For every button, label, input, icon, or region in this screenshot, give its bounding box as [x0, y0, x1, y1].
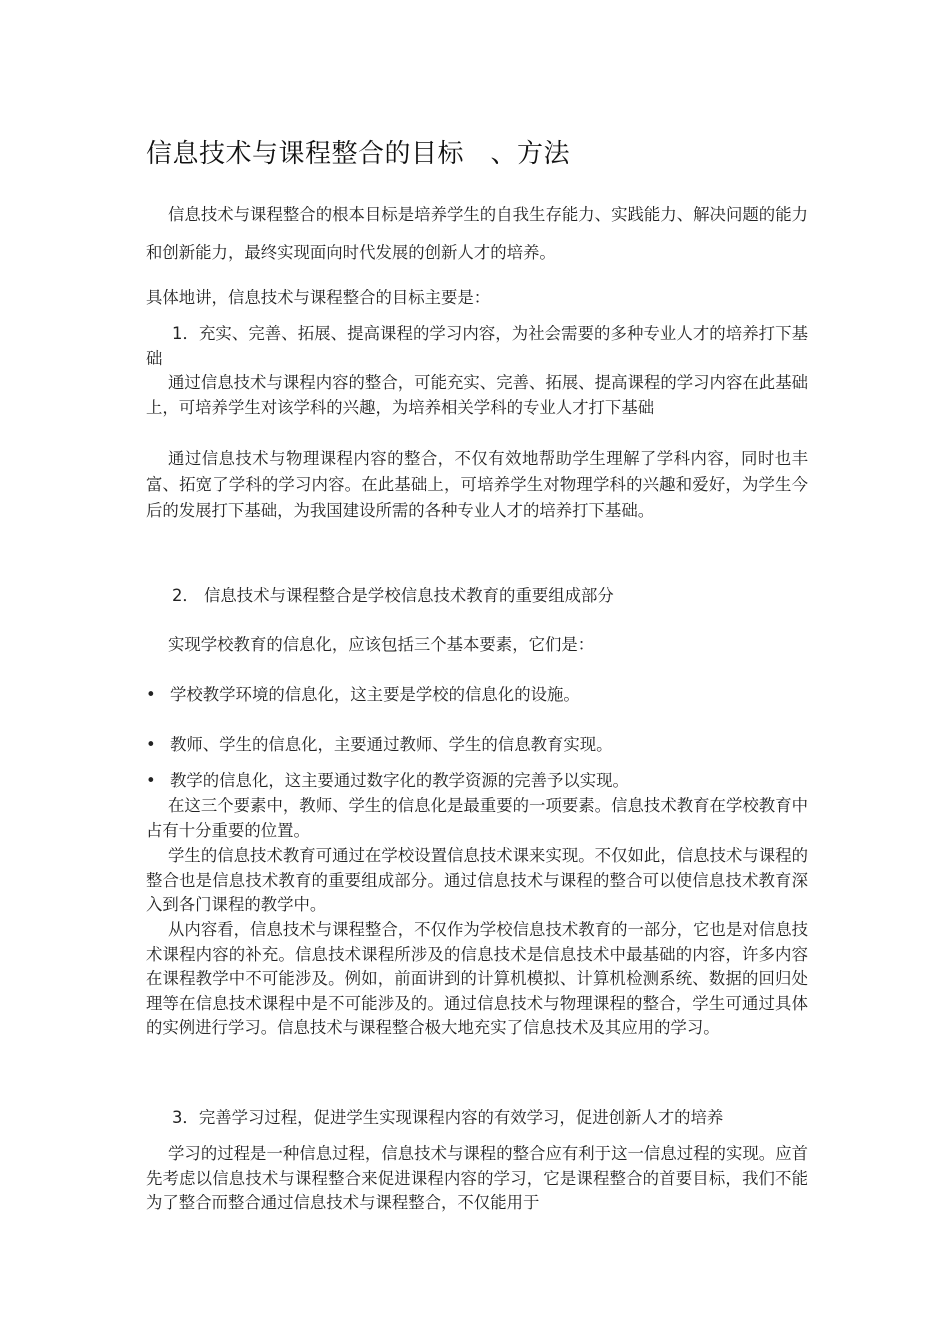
goal-1-paragraph-2: 通过信息技术与物理课程内容的整合，不仅有效地帮助学生理解了学科内容，同时也丰富、拓宽了学科的学习内容。在此基础上，可培养学生对物理学科的兴趣和爱好，为学生今后的发展打下基础，为我国建设所需的各种专业人才的培养打下基础。 [146, 449, 808, 520]
bullet-icon: • [146, 685, 156, 704]
bullet-list-item [146, 733, 808, 757]
bullet-text: 教学的信息化，这主要通过数字化的教学资源的完善予以实现。 [170, 771, 629, 790]
bullet-list-item [146, 769, 808, 793]
goal-3-paragraph-1: 学习的过程是一种信息过程，信息技术与课程的整合应有利于这一信息过程的实现。应首先考虑以信息技术与课程整合来促进课程内容的学习，它是课程整合的首要目标，我们不能为了整合而整合通过信息技术与课程整合，不仅能用于 [146, 1144, 808, 1212]
goal-2-paragraph-4: 从内容看，信息技术与课程整合，不仅作为学校信息技术教育的一部分，它也是对信息技术课程内容的补充。信息技术课程所涉及的信息技术是信息技术中最基础的内容，许多内容在课程教学中不可能涉及。例如，前面讲到的计算机模拟、计算机检测系统、数据的回归处理等在信息技术课程中是不可能涉及的。通过信息技术与物理课程的整合，学生可通过具体的实例进行学习。信息技术与课程整合极大地充实了信息技术及其应用的学习。 [146, 920, 808, 1037]
goal-1-heading: 1．充实、完善、拓展、提高课程的学习内容，为社会需要的多种专业人才的培养打下基础 [146, 324, 808, 368]
goal-2-heading: 2． 信息技术与课程整合是学校信息技术教育的重要组成部分 [172, 586, 614, 605]
specific-goals-paragraph: 具体地讲，信息技术与课程整合的目标主要是： [146, 288, 491, 307]
bullet-icon: • [146, 771, 156, 790]
bullet-text: 学校教学环境的信息化，这主要是学校的信息化的设施。 [170, 685, 580, 704]
goal-2-paragraph-1: 实现学校教育的信息化，应该包括三个基本要素，它们是： [168, 635, 595, 654]
goal-3-heading: 3．完善学习过程，促进学生实现课程内容的有效学习，促进创新人才的培养 [172, 1108, 724, 1127]
goal-1-paragraph-1: 通过信息技术与课程内容的整合，可能充实、完善、拓展、提高课程的学习内容在此基础上，可培养学生对该学科的兴趣，为培养相关学科的专业人才打下基础 [146, 373, 808, 417]
intro-paragraph: 信息技术与课程整合的根本目标是培养学生的自我生存能力、实践能力、解决问题的能力和创新能力，最终实现面向时代发展的创新人才的培养。 [146, 205, 808, 262]
goal-2-paragraph-3: 学生的信息技术教育可通过在学校设置信息技术课来实现。不仅如此，信息技术与课程的整合也是信息技术教育的重要组成部分。通过信息技术与课程的整合可以使信息技术教育深入到各门课程的教学中。 [146, 846, 808, 914]
bullet-icon: • [146, 735, 156, 754]
bullet-list-item [146, 683, 808, 707]
bullet-text: 教师、学生的信息化，主要通过教师、学生的信息教育实现。 [170, 735, 613, 754]
goal-2-paragraph-2: 在这三个要素中，教师、学生的信息化是最重要的一项要素。信息技术教育在学校教育中占有十分重要的位置。 [146, 796, 808, 840]
document-title: 信息技术与课程整合的目标 、方法 [146, 139, 571, 169]
